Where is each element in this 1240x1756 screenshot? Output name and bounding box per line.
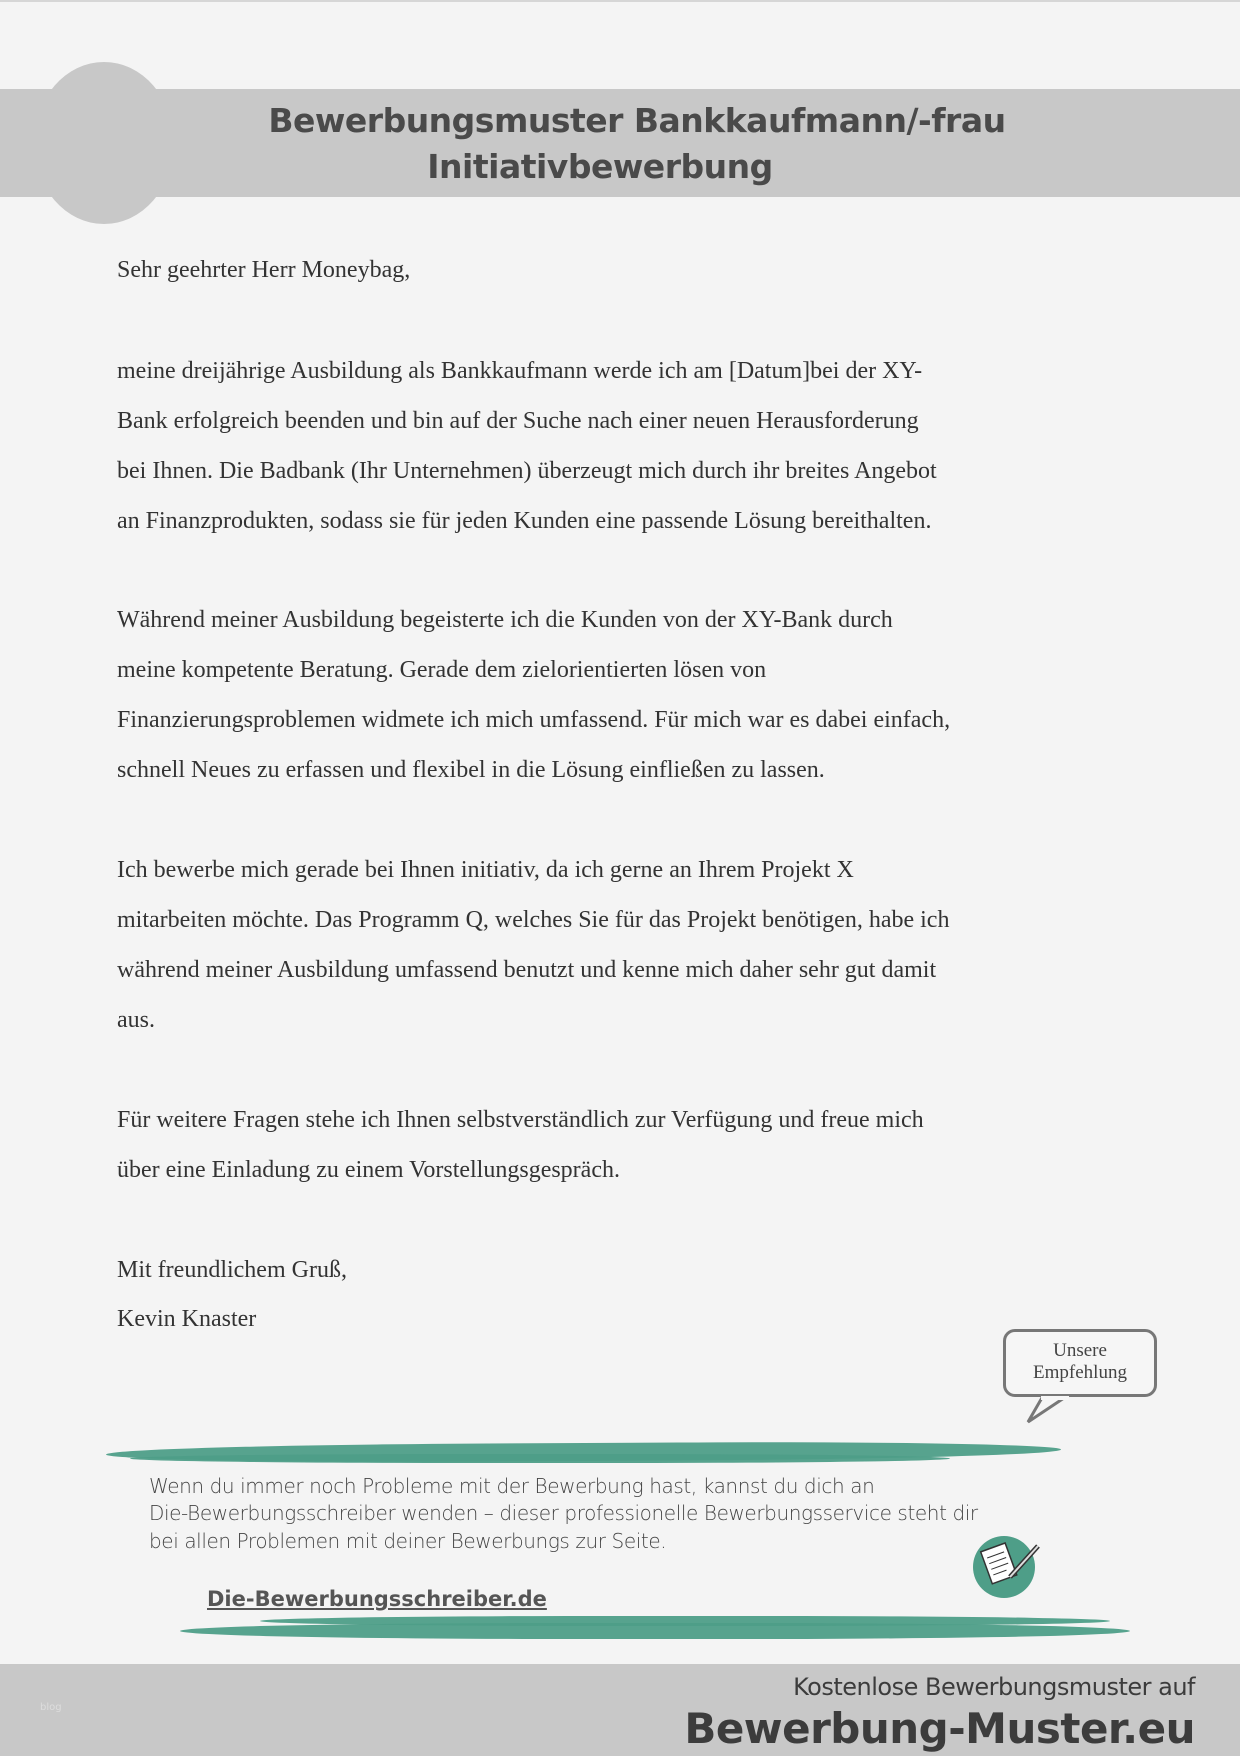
text-line: Finanzierungsproblemen widmete ich mich umfassend. Für mich war es dabei einfach, (117, 707, 951, 733)
salutation: Sehr geehrter Herr Moneybag, (117, 257, 411, 283)
page-title: Bewerbungsmuster Bankkaufmann/-frau (268, 101, 1006, 140)
text-line: über eine Einladung zu einem Vorstellungsgespräch. (117, 1157, 620, 1183)
footer-tagline: Kostenlose Bewerbungsmuster auf (793, 1673, 1195, 1701)
closing: Mit freundlichem Gruß, (117, 1257, 347, 1283)
speech-bubble (1003, 1329, 1157, 1397)
text-line: Für weitere Fragen stehe ich Ihnen selbstverständlich zur Verfügung und freue mich (117, 1107, 924, 1133)
text-line: schnell Neues zu erfassen und flexibel in die Lösung einfließen zu lassen. (117, 757, 825, 783)
promo-line: Wenn du immer noch Probleme mit der Bewerbung hast, kannst du dich an (149, 1474, 875, 1498)
brush-stroke-bottom-top (260, 1616, 1110, 1626)
watermark: blog (40, 1702, 62, 1713)
text-line: an Finanzprodukten, sodass sie für jeden Kunden eine passende Lösung bereithalten. (117, 508, 932, 534)
bubble-line: Empfehlung (1033, 1362, 1127, 1383)
promo-line: bei allen Problemen mit deiner Bewerbungs zur Seite. (149, 1529, 667, 1553)
brush-stroke-top-shadow (130, 1454, 950, 1463)
bubble-line: Unsere (1053, 1340, 1107, 1361)
page-subtitle: Initiativbewerbung (427, 147, 773, 186)
text-line: Während meiner Ausbildung begeisterte ich die Kunden von der XY-Bank durch (117, 607, 893, 633)
footer-site-name[interactable]: Bewerbung-Muster.eu (684, 1704, 1195, 1753)
text-line: meine dreijährige Ausbildung als Bankkaufmann werde ich am [Datum]bei der XY- (117, 358, 923, 384)
document-pen-icon (970, 1532, 1050, 1602)
promo-line: Die-Bewerbungsschreiber wenden – dieser professionelle Bewerbungsservice steht dir (149, 1501, 978, 1525)
text-line: während meiner Ausbildung umfassend benutzt und kenne mich daher sehr gut damit (117, 957, 937, 983)
text-line: aus. (117, 1007, 155, 1033)
text-line: mitarbeiten möchte. Das Programm Q, welches Sie für das Projekt benötigen, habe ich (117, 907, 950, 933)
speech-bubble-tail (1025, 1392, 1075, 1426)
text-line: Bank erfolgreich beenden und bin auf der Suche nach einer neuen Herausforderung (117, 408, 919, 434)
text-line: Ich bewerbe mich gerade bei Ihnen initiativ, da ich gerne an Ihrem Projekt X (117, 857, 854, 883)
bewerbungsschreiber-link[interactable]: Die-Bewerbungsschreiber.de (207, 1587, 547, 1611)
signature: Kevin Knaster (117, 1306, 257, 1332)
text-line: meine kompetente Beratung. Gerade dem zielorientierten lösen von (117, 657, 767, 683)
text-line: bei Ihnen. Die Badbank (Ihr Unternehmen) überzeugt mich durch ihr breites Angebot (117, 458, 937, 484)
